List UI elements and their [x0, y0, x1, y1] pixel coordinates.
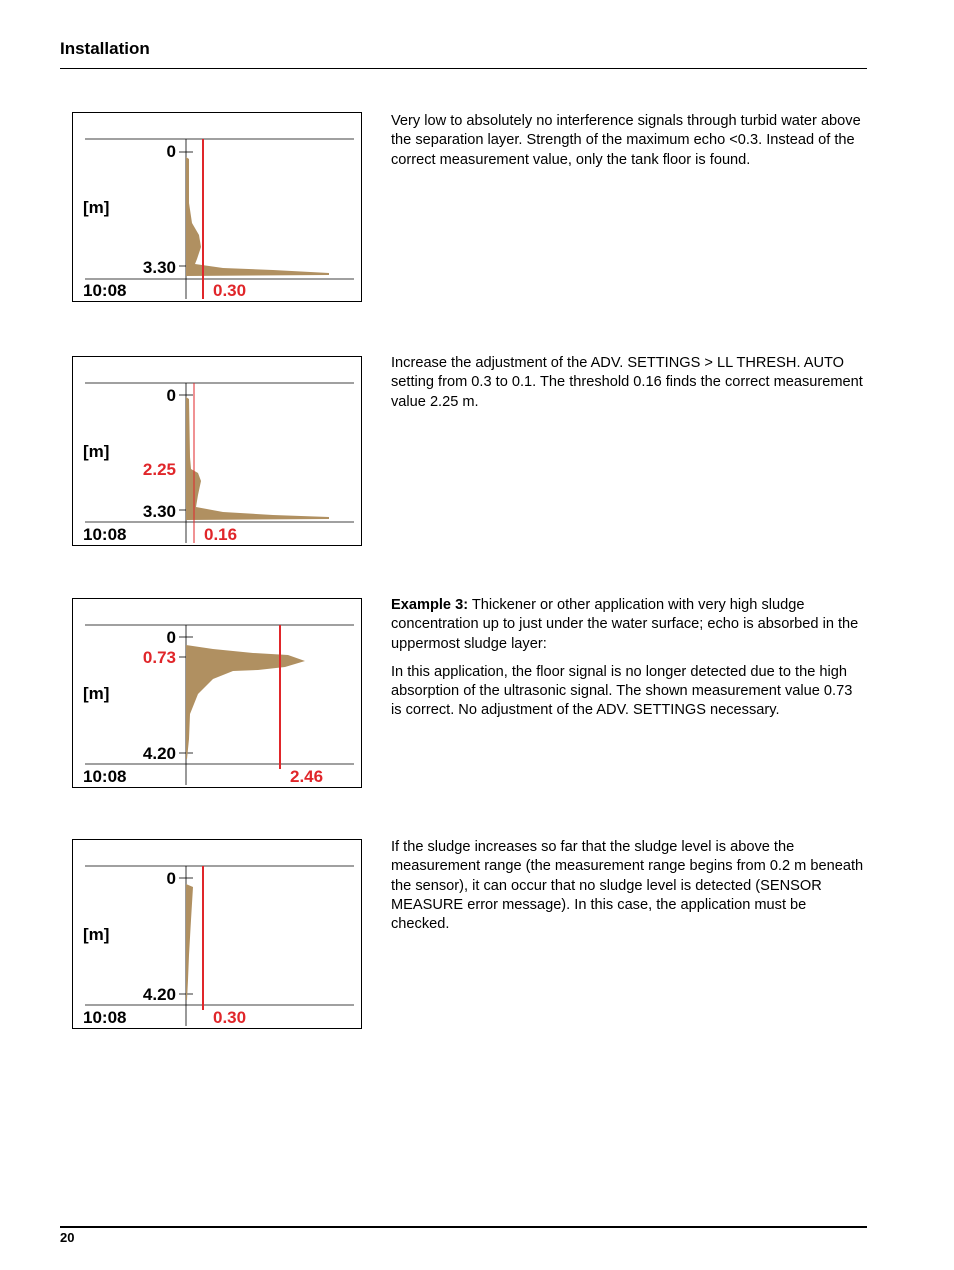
measured-value: 0.73 — [142, 648, 176, 667]
time-label: 10:08 — [83, 525, 127, 544]
range-bottom-label: 4.20 — [142, 985, 176, 1004]
echo-profile-display-4 — [72, 839, 362, 1029]
threshold-value: 0.16 — [204, 525, 238, 544]
unit-label: [m] — [83, 442, 110, 461]
footer-rule — [60, 1226, 867, 1228]
echo-profile-display-1 — [72, 112, 362, 302]
description-3 — [391, 596, 866, 730]
range-bottom-label: 4.20 — [142, 744, 176, 763]
range-top-label: 0 — [166, 628, 176, 647]
echo-curve — [186, 397, 329, 520]
description-text: Thickener or other application with very high sludge concentration up to just under the water surface; echo is absorbed in the uppermost sludge layer: — [391, 597, 859, 652]
range-bottom-label: 3.30 — [142, 502, 176, 521]
measured-value: 2.25 — [142, 460, 176, 479]
echo-curve — [186, 157, 329, 276]
threshold-value: 0.30 — [213, 1008, 247, 1027]
example-label: Example 3: — [391, 597, 469, 613]
time-label: 10:08 — [83, 281, 127, 300]
time-label: 10:08 — [83, 1008, 127, 1027]
echo-curve — [186, 645, 305, 759]
echo-profile-display-3 — [72, 598, 362, 788]
page-number: 20 — [60, 1230, 75, 1245]
echo-curve — [186, 884, 193, 1000]
unit-label: [m] — [83, 925, 110, 944]
range-top-label: 0 — [166, 386, 176, 405]
description-2 — [391, 354, 866, 421]
echo-profile-display-2 — [72, 356, 362, 546]
description-1 — [391, 112, 866, 179]
description-paragraph-2: In this application, the floor signal is no longer detected due to the high absorption of the ultrasonic signal. The shown measurement value 0.73 is correct. No adjustment of the ADV. SETTINGS necessary. — [391, 663, 853, 719]
description-text: Very low to absolutely no interference signals through turbid water above the separation layer. Strength of the maximum echo <0.3. Instead of the correct measurement value, only the tank floor is found. — [391, 113, 861, 168]
unit-label: [m] — [83, 198, 110, 217]
unit-label: [m] — [83, 684, 110, 703]
description-paragraph-1 — [391, 596, 866, 654]
description-text: If the sludge increases so far that the sludge level is above the measurement range (the measurement range begins from 0.2 m beneath the sensor), it can occur that no sludge level is detected (SENSOR MEASURE error message). In this case, the application must be checked. — [391, 839, 864, 933]
header-rule — [60, 68, 867, 69]
range-bottom-label: 3.30 — [142, 258, 176, 277]
range-top-label: 0 — [166, 142, 176, 161]
description-text: Increase the adjustment of the ADV. SETTINGS > LL THRESH. AUTO setting from 0.3 to 0.1. The threshold 0.16 finds the correct measurement value 2.25 m. — [391, 355, 863, 410]
time-label: 10:08 — [83, 767, 127, 786]
threshold-value: 2.46 — [290, 767, 324, 786]
section-title: Installation — [60, 39, 150, 58]
threshold-value: 0.30 — [213, 281, 247, 300]
description-4 — [391, 838, 866, 943]
range-top-label: 0 — [166, 869, 176, 888]
